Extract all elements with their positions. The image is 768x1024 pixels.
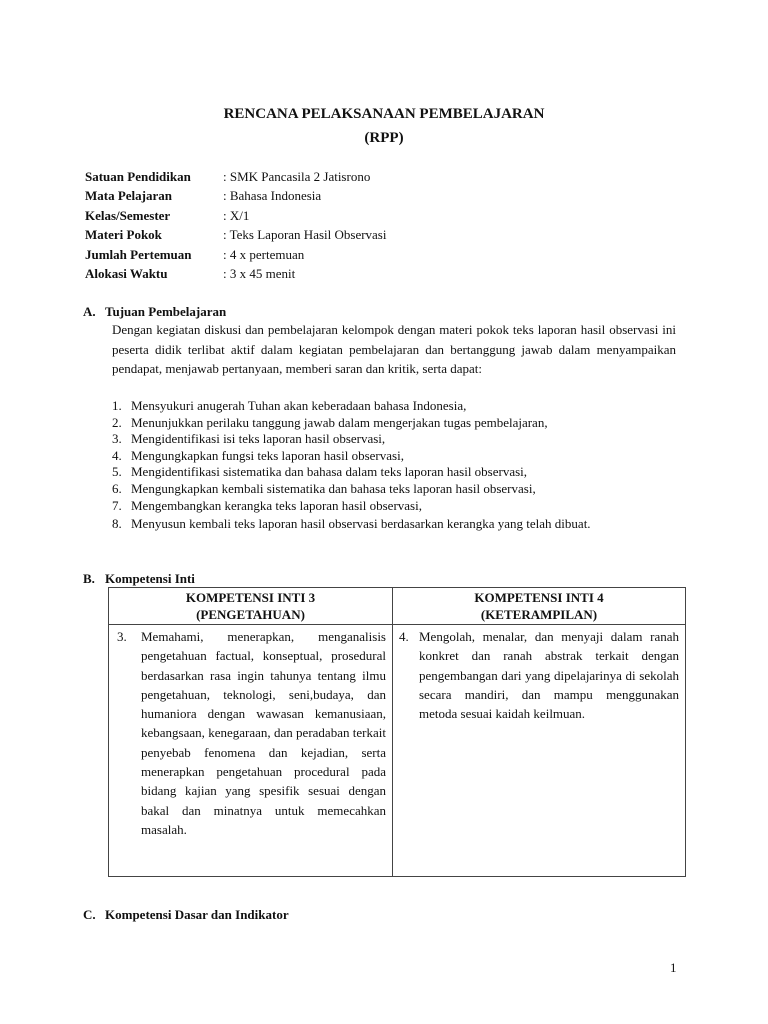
item-text: Mengungkapkan kembali sistematika dan bahasa teks laporan hasil observasi, <box>131 480 536 496</box>
meta-label: Mata Pelajaran <box>85 188 173 204</box>
list-item <box>112 498 676 515</box>
cell-text: Mengolah, menalar, dan menyaji dalam ranah konkret dan ranah abstrak terkait dengan pengembangan dari yang dipelajarinya di sekolah secara mandiri, dan mampu menggunakan metoda sesuai kaidah keilmuan. <box>419 629 679 722</box>
table-cell-ki4 <box>393 625 686 877</box>
meta-label: Jumlah Pertemuan <box>85 246 192 262</box>
section-a-heading <box>83 302 226 321</box>
item-text: Mengidentifikasi sistematika dan bahasa dalam teks laporan hasil observasi, <box>131 464 528 480</box>
meta-label: Materi Pokok <box>85 227 162 243</box>
item-text: Menyusun kembali teks laporan hasil observasi berdasarkan kerangka yang telah dibuat. <box>131 516 591 532</box>
section-b-heading <box>83 569 195 588</box>
item-text: Mengungkapkan fungsi teks laporan hasil observasi, <box>131 447 404 463</box>
meta-row <box>85 245 685 264</box>
identity-block <box>85 167 685 283</box>
meta-value: : Bahasa Indonesia <box>223 188 322 204</box>
item-number: 4. <box>112 447 122 463</box>
meta-row <box>85 206 685 225</box>
table-row <box>109 625 686 877</box>
item-number: 3. <box>112 431 122 447</box>
item-number: 8. <box>112 516 122 532</box>
cell-text: Memahami, menerapkan, menganalisis pengetahuan factual, konseptual, prosedural berdasarkan rasa ingin tahunya tentang ilmu pengetahuan, teknologi, seni,budaya, dan humaniora dengan wawasan kemanusiaan, kebangsaan, kenegaraan, dan peradaban terkait penyebab fenomena dan kejadian, serta menerapkan pengetahuan procedural pada bidang kajian yang spesifik sesuai dengan bakal dan minatnya untuk memecahkan masalah. <box>141 629 386 837</box>
list-item <box>112 415 676 432</box>
meta-label: Alokasi Waktu <box>85 265 168 281</box>
meta-value: : SMK Pancasila 2 Jatisrono <box>223 169 371 184</box>
section-title: Kompetensi Dasar dan Indikator <box>105 907 289 922</box>
table-cell-ki3 <box>109 625 393 877</box>
meta-label: Kelas/Semester <box>85 207 171 223</box>
meta-value: : 4 x pertemuan <box>223 246 305 262</box>
list-item <box>112 431 676 448</box>
meta-row <box>85 186 685 205</box>
header-line: KOMPETENSI INTI 4 <box>474 590 604 605</box>
item-number: 7. <box>112 497 122 513</box>
list-item <box>112 464 676 481</box>
objectives-list <box>112 398 676 534</box>
item-number: 1. <box>112 398 122 413</box>
item-number: 6. <box>112 480 122 496</box>
section-letter: A. <box>83 304 96 319</box>
meta-row <box>85 225 685 244</box>
item-text: Mengembangkan kerangka teks laporan hasil observasi, <box>131 497 422 513</box>
table-header-ki3 <box>109 588 393 625</box>
header-line: (KETERAMPILAN) <box>480 607 598 622</box>
learning-objectives-intro: Dengan kegiatan diskusi dan pembelajaran kelompok dengan materi pokok teks laporan hasil observasi ini peserta didik terlibat aktif dalam kegiatan pembelajaran dan bertanggung jawab dalam menyampaikan pendapat, menjawab pertanyaan, memberi saran dan kritik, serta dapat: <box>112 322 676 377</box>
cell-number: 4. <box>399 629 409 644</box>
meta-row <box>85 167 685 186</box>
page-number: 1 <box>670 960 677 975</box>
header-line: KOMPETENSI INTI 3 <box>185 590 316 605</box>
header-line: (PENGETAHUAN) <box>196 607 305 622</box>
meta-row <box>85 264 685 283</box>
meta-label: Satuan Pendidikan <box>85 169 191 184</box>
section-c-heading <box>83 905 289 924</box>
document-subtitle: (RPP) <box>364 130 404 146</box>
list-item <box>112 448 676 465</box>
cell-number: 3. <box>117 629 127 644</box>
list-item <box>112 481 676 498</box>
table-header-ki4 <box>393 588 686 625</box>
item-number: 5. <box>112 464 122 480</box>
section-letter: B. <box>83 571 95 586</box>
section-title: Tujuan Pembelajaran <box>105 304 227 319</box>
document-title: RENCANA PELAKSANAAN PEMBELAJARAN <box>223 106 545 122</box>
meta-value: : Teks Laporan Hasil Observasi <box>223 227 387 243</box>
item-text: Menunjukkan perilaku tanggung jawab dalam mengerjakan tugas pembelajaran, <box>131 414 548 430</box>
core-competency-table <box>108 587 686 877</box>
list-item <box>112 514 676 534</box>
section-title: Kompetensi Inti <box>105 571 195 586</box>
item-text: Mengidentifikasi isi teks laporan hasil observasi, <box>131 431 386 447</box>
item-text: Mensyukuri anugerah Tuhan akan keberadaan bahasa Indonesia, <box>131 398 467 413</box>
meta-value: : X/1 <box>223 207 250 223</box>
item-number: 2. <box>112 414 122 430</box>
meta-value: : 3 x 45 menit <box>223 265 296 281</box>
list-item <box>112 398 676 415</box>
section-letter: C. <box>83 907 96 922</box>
